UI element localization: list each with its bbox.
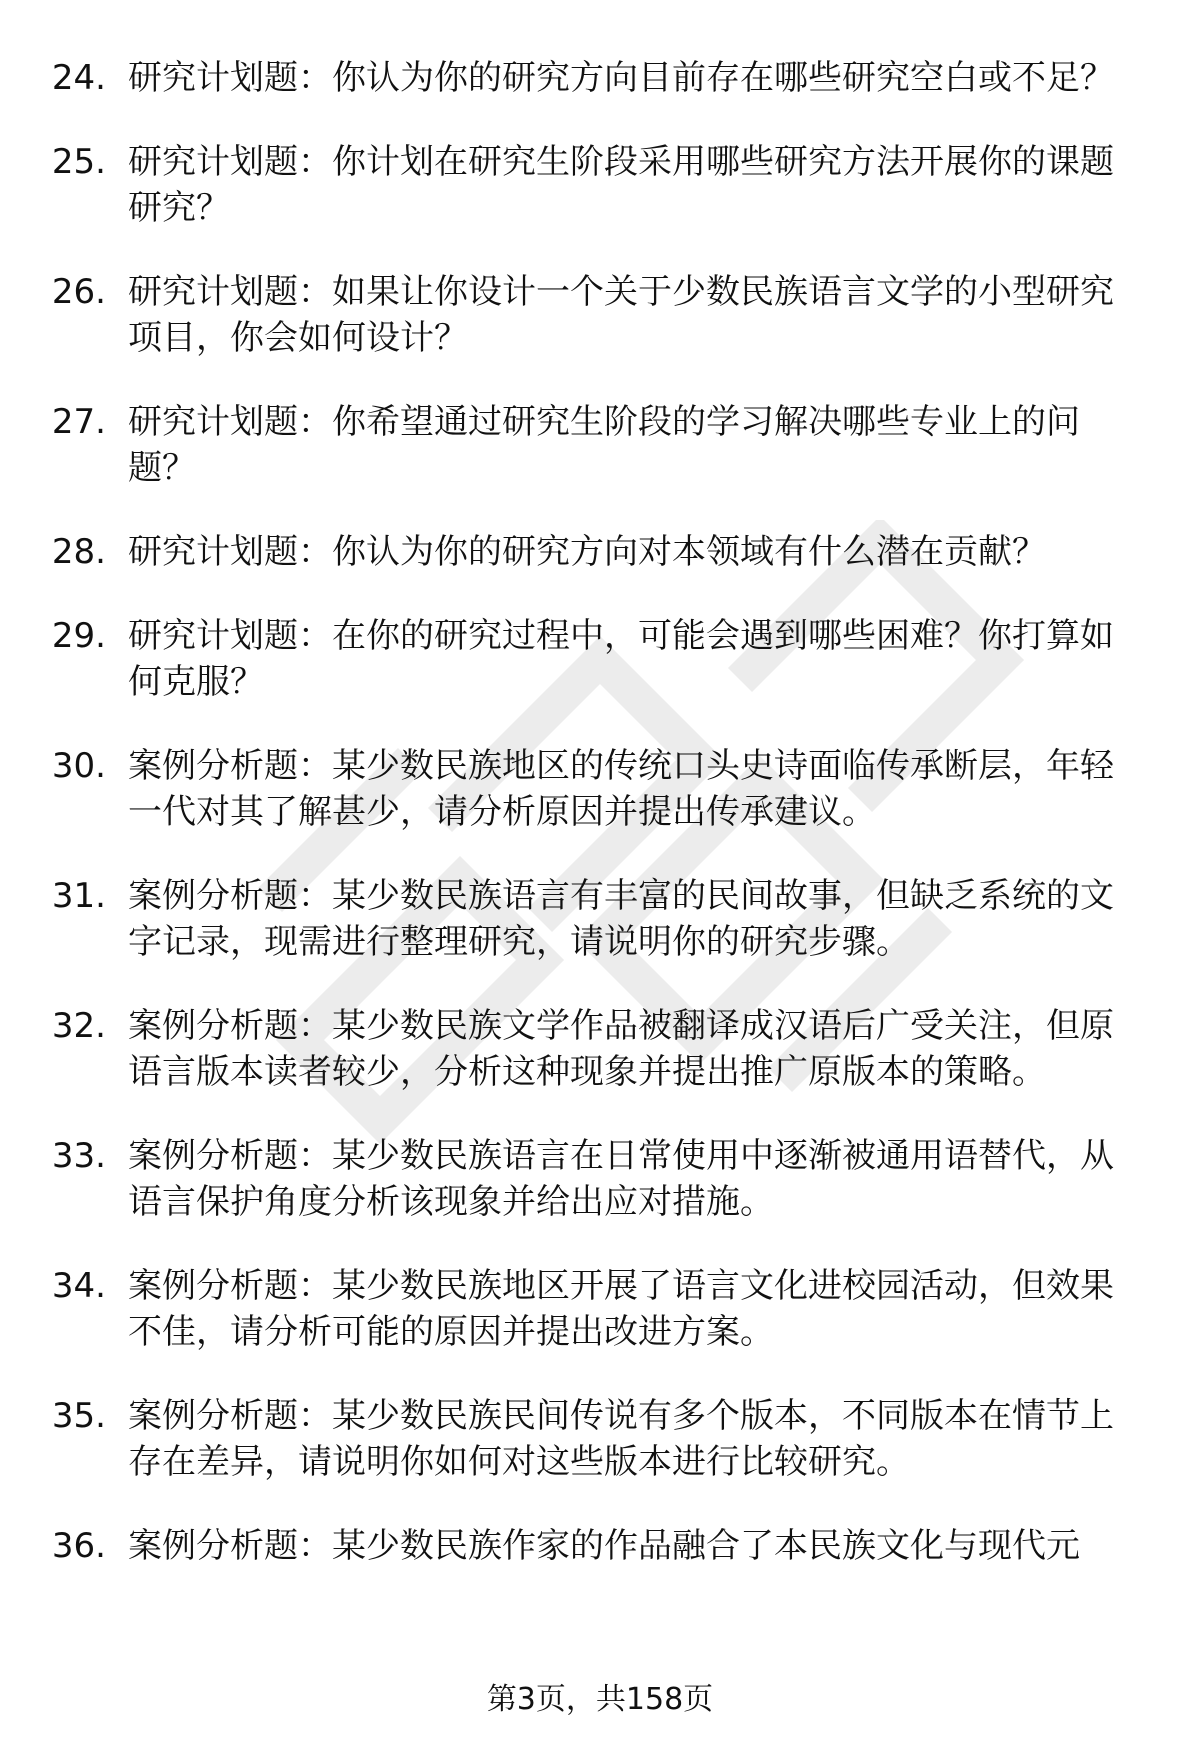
question-text [128,613,1138,705]
question-text [128,1523,1138,1569]
question-body: 某少数民族语言在日常使用中逐渐被通用语替代，从语言保护角度分析该现象并给出应对措施。 [128,1136,1114,1222]
question-type: 案例分析题： [128,1526,332,1566]
question-number: 32. [51,1006,106,1046]
question-type: 案例分析题： [128,1396,332,1436]
question-number: 31. [51,876,106,916]
question-number: 26. [51,272,106,312]
question-body: 在你的研究过程中，可能会遇到哪些困难？你打算如何克服？ [128,616,1114,702]
list-item [0,1133,1200,1225]
question-text [128,1263,1138,1355]
question-text [128,1393,1138,1485]
list-item [0,399,1200,491]
question-text [128,873,1138,965]
question-type: 研究计划题： [128,58,332,98]
list-item [0,873,1200,965]
question-body: 如果让你设计一个关于少数民族语言文学的小型研究项目，你会如何设计？ [128,272,1114,358]
question-body: 你计划在研究生阶段采用哪些研究方法开展你的课题研究？ [128,142,1114,228]
question-type: 研究计划题： [128,402,332,442]
question-number: 36. [51,1526,106,1566]
question-type: 案例分析题： [128,1266,332,1306]
question-text [128,529,1138,575]
question-type: 研究计划题： [128,272,332,312]
question-type: 研究计划题： [128,616,332,656]
question-list [0,55,1200,1607]
question-body: 某少数民族地区的传统口头史诗面临传承断层，年轻一代对其了解甚少，请分析原因并提出传承建议。 [128,746,1114,832]
question-body: 某少数民族文学作品被翻译成汉语后广受关注，但原语言版本读者较少，分析这种现象并提出推广原版本的策略。 [128,1006,1114,1092]
question-text [128,1133,1138,1225]
question-body: 某少数民族民间传说有多个版本，不同版本在情节上存在差异，请说明你如何对这些版本进行比较研究。 [128,1396,1114,1482]
page-footer [0,1680,1200,1720]
question-body: 某少数民族作家的作品融合了本民族文化与现代元 [332,1526,1080,1566]
question-type: 案例分析题： [128,1136,332,1176]
question-number: 33. [51,1136,106,1176]
question-text [128,139,1138,231]
question-body: 你认为你的研究方向目前存在哪些研究空白或不足？ [332,58,1114,98]
question-number: 30. [51,746,106,786]
question-type: 案例分析题： [128,1006,332,1046]
list-item [0,743,1200,835]
question-number: 28. [51,532,106,572]
page-number-label: 第3页，共158页 [486,1682,714,1717]
question-number: 29. [51,616,106,656]
question-body: 某少数民族地区开展了语言文化进校园活动，但效果不佳，请分析可能的原因并提出改进方案。 [128,1266,1114,1352]
question-text [128,269,1138,361]
question-body: 你希望通过研究生阶段的学习解决哪些专业上的问题？ [128,402,1080,488]
list-item [0,139,1200,231]
question-type: 案例分析题： [128,876,332,916]
question-type: 研究计划题： [128,532,332,572]
question-type: 研究计划题： [128,142,332,182]
question-number: 27. [51,402,106,442]
question-number: 35. [51,1396,106,1436]
question-type: 案例分析题： [128,746,332,786]
list-item [0,1263,1200,1355]
question-number: 25. [51,142,106,182]
list-item [0,1523,1200,1569]
list-item [0,613,1200,705]
list-item [0,1003,1200,1095]
question-body: 某少数民族语言有丰富的民间故事，但缺乏系统的文字记录，现需进行整理研究，请说明你的研究步骤。 [128,876,1114,962]
list-item [0,1393,1200,1485]
question-text [128,1003,1138,1095]
question-number: 34. [51,1266,106,1306]
question-text [128,399,1138,491]
question-text [128,743,1138,835]
list-item [0,269,1200,361]
question-text [128,55,1138,101]
question-body: 你认为你的研究方向对本领域有什么潜在贡献？ [332,532,1046,572]
question-number: 24. [51,58,106,98]
list-item [0,55,1200,101]
list-item [0,529,1200,575]
